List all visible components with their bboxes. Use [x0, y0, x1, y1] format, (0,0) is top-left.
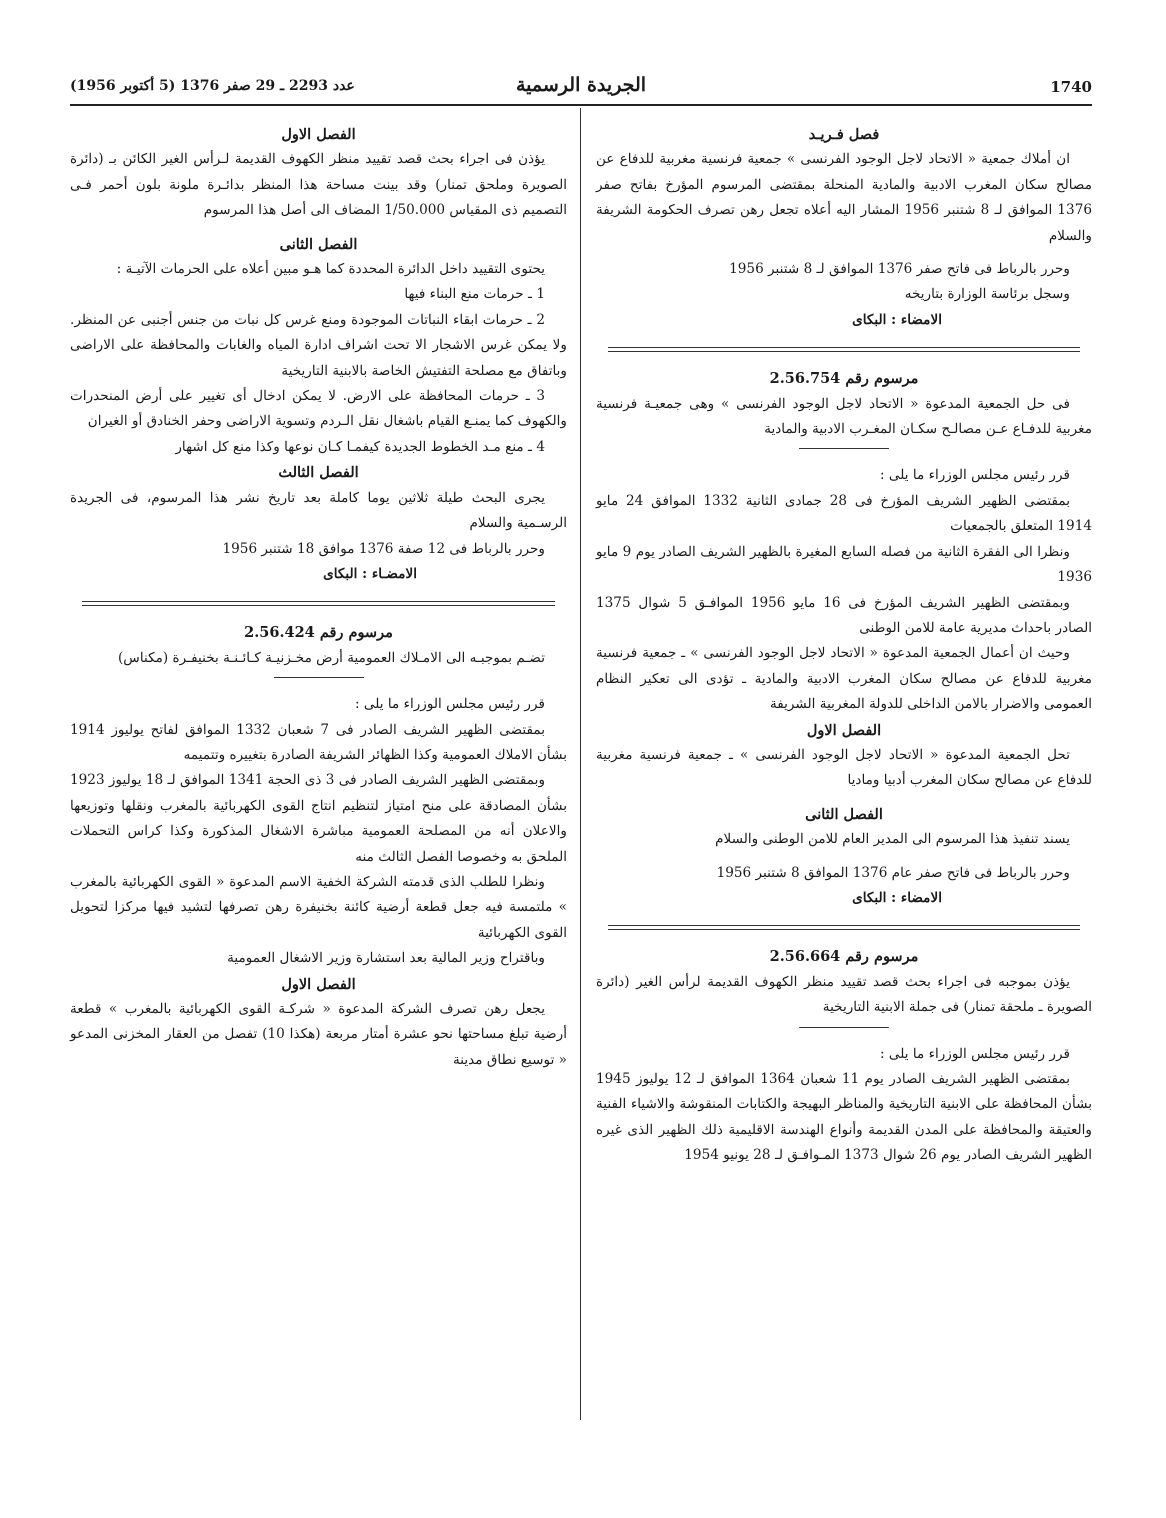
recital: وباقتراح وزير المالية بعد استشارة وزير الاشغال العمومية — [227, 950, 545, 967]
signature: الامضاء : البكاى — [852, 311, 942, 328]
signing-place-date: وحرر بالرباط فى 12 صفة 1376 موافق 18 شتنبر 1956 — [222, 540, 545, 557]
short-separator — [799, 448, 889, 449]
recital: وحيث ان أعمال الجمعية المدعوة « الاتحاد لاجل الوجود الفرنسى » ـ جمعية فرنسية مغربية للدفاع عن مصالح سكان المغرب الادبية والمادية ـ تؤدى الى تعكير النظام العمومى والاضرار بالامن الداخلى للدولة المغربية الشريفة — [596, 645, 1092, 713]
article-text: ان أملاك جمعية « الاتحاد لاجل الوجود الفرنسى » جمعية فرنسية مغربية للدفاع عن مصالح سكان المغرب الادبية والمادية المنحلة بمقتضى المرسوم المؤرخ بفاتح صفر 1376 الموافق لـ 8 شتنبر 1956 المشار اليه أعلاه تجعل رهن تصرف الحكومة الشريفة والسلام — [596, 151, 1093, 244]
decree-title: مرسوم رقم 2.56.664 — [769, 948, 919, 966]
recital: وبمقتضى الظهير الشريف المؤرخ فى 16 مايو 1956 الموافـق 5 شوال 1375 الصادر باحداث مديرية عامة للامن الوطنى — [596, 594, 1092, 636]
article-text: يجعل رهن تصرف الشركة المدعوة « شركـة القوى الكهربائية بالمغرب » قطعة أرضية تبلغ مساحتها نحو عشرة أمتار مربعة (هكذا 10) تفصل من العقار المخزنى المدعو « توسيع نطاق مدينة — [70, 1001, 567, 1068]
article-text: يجرى البحث طيلة ثلاثين يوما كاملة بعد تاريخ نشر هذا المرسوم، فى الجريدة الرسـمية والسلام — [70, 489, 567, 532]
recital: بمقتضى الظهير الشريف الصادر يوم 11 شعبان 1364 الموافق لـ 12 يوليوز 1945 بشأن المحافظة على الابنية التاريخية والمناظر البهيجة والكتابات المنقوشة والاشياء الفنية والعتيقة والمحافظة على المدن القديمة وأنواع الهندسة الاقليمية ذلك الظهير الذى غيره الظهير الشريف الصادر يوم 26 شوال 1373 المـوافـق لـ 28 يونيو 1954 — [596, 1071, 1092, 1164]
recital: وبمقتضى الظهير الشريف الصادر فى 3 ذى الحجة 1341 الموافق لـ 18 يوليوز 1923 بشأن المصادقة على منح امتياز لتنظيم انتاج القوى الكهربائية بالمغرب ونقلها وتوزيعها والاعلان أنه من المصلحة العمومية مباشرة الاشغال المذكورة وكذا كراس التحملات الملحق به وخصوصا الفصل الثالث منه — [70, 772, 567, 865]
recital: بمقتضى الظهير الشريف الصادر فى 7 شعبان 1332 الموافق لفاتح يوليوز 1914 بشأن الاملاك العمومية وكذا الظهائر الشريفة الصادرة بتغييره وتتميمه — [70, 721, 567, 763]
article-heading: الفصل الاول — [281, 975, 356, 993]
signing-place-date: وحرر بالرباط فى فاتح صفر 1376 الموافق لـ 8 شتنبر 1956 — [729, 261, 1070, 278]
article-text: يؤذن فى اجراء بحث قصد تقييد منظر الكهوف القديمة لـرأس الغير الكائن بـ (دائرة الصويرة وملحق تمنار) وقد بينت مساحة هذا المنظر بدائـرة ملونة بلون أحمر فـى التصميم ذى المقياس 1/50.000 المضاف الى أصل هذا المرسوم — [70, 151, 567, 219]
section-separator — [608, 925, 1080, 930]
registration-note: وسجل برئاسة الوزارة بتاريخه — [904, 286, 1070, 303]
decree-intro: قرر رئيس مجلس الوزراء ما يلى : — [879, 467, 1070, 484]
decree-subject: يؤذن بموجبه فى اجراء بحث قصد تقييد منظر الكهوف القديمة لرأس الغير (دائرة الصويرة ـ ملحقة تمنار) فى جملة الابنية التاريخية — [596, 973, 1092, 1016]
short-separator — [274, 677, 364, 678]
article-text: تحل الجمعية المدعوة « الاتحاد لاجل الوجود الفرنسى » ـ جمعية فرنسية مغربية للدفاع عن مصالح سكان المغرب أدبيا وماديا — [596, 746, 1092, 789]
header-rule — [70, 104, 1092, 106]
issue-info: عدد 2293 ـ 29 صفر 1376 (5 أكتوبر 1956) — [70, 78, 355, 94]
article-heading: الفصل الثالث — [278, 464, 359, 482]
article-heading: الفصل الاول — [806, 721, 882, 739]
gazette-title: الجريدة الرسمية — [515, 74, 647, 96]
section-separator — [608, 347, 1080, 352]
article-heading: الفصل الاول — [281, 126, 356, 143]
left-column — [70, 122, 567, 1073]
article-heading: الفصل الثانى — [279, 235, 358, 253]
list-item: 1 ـ حرمات منع البناء فيها — [404, 286, 545, 303]
signature: الامضاء : البكاى — [852, 889, 942, 906]
right-column — [596, 122, 1092, 1169]
recital: ونظرا الى الفقرة الثانية من فصله السابع المغيرة بالظهير الشريف الصادر يوم 9 مايو 1936 — [596, 543, 1092, 586]
decree-intro: قرر رئيس مجلس الوزراء ما يلى : — [354, 696, 545, 713]
article-text: يسند تنفيذ هذا المرسوم الى المدير العام للامن الوطنى والسلام — [715, 831, 1070, 848]
decree-title: مرسوم رقم 2.56.754 — [769, 370, 919, 388]
article-heading: الفصل الثانى — [805, 805, 883, 823]
section-separator — [82, 601, 555, 606]
section-heading: فصل فـريـد — [808, 126, 880, 143]
decree-subject: فى حل الجمعية المدعوة « الاتحاد لاجل الوجود الفرنسى » وهى جمعيـة فرنسية مغربية للدفـاع عـن مصالـح سكـان المغـرب الادبية والمادية — [596, 395, 1092, 438]
column-divider — [580, 108, 581, 1420]
recital: بمقتضى الظهير الشريف المؤرخ فى 28 جمادى الثانية 1332 الموافق 24 مايو 1914 المتعلق بالجمعيات — [596, 492, 1092, 535]
page-header — [70, 76, 1092, 102]
article-text: يحتوى التقييد داخل الدائرة المحددة كما هـو مبين أعلاه على الحرمات الآتيـة : — [116, 261, 545, 278]
list-item: 2 ـ حرمات ابقاء النباتات الموجودة ومنع غرس كل نبات من جنس أجنبى عن المنظر. ولا يمكن غرس الاشجار الا تحت اشراف ادارة المياه والغابات والمحافظة على الاراضى وباتفاق مع مصلحة التفتيش الخاصة بالابنية التاريخية — [70, 311, 567, 379]
list-item: 3 ـ حرمات المحافظة على الارض. لا يمكن ادخال أى تغيير على أرض المنحدرات والكهوف كما يمنـع القيام باشغال نقل الـردم وتسوية الاراضى وحفر الخنادق أو الغيران — [70, 388, 567, 430]
decree-subject: تضـم بموجبـه الى الامـلاك العمومية أرض مخـزنيـة كـائـنـة بخنيفـرة (مكناس) — [117, 649, 545, 666]
decree-intro: قرر رئيس مجلس الوزراء ما يلى : — [879, 1045, 1070, 1062]
page-number: 1740 — [1050, 78, 1092, 96]
decree-title: مرسوم رقم 2.56.424 — [244, 624, 393, 642]
recital: ونظرا للطلب الذى قدمته الشركة الخفية الاسم المدعوة « القوى الكهربائية بالمغرب » ملتمسة فيه جعل قطعة أرضية كائنة بخنيفرة رهن تصرفها لتشيد فيها مركزا لتحويل القوى الكهربائية — [70, 873, 567, 941]
list-item: 4 ـ منع مـد الخطوط الجديدة كيفمـا كـان نوعها وكذا منع كل اشهار — [175, 438, 545, 455]
signing-place-date: وحرر بالرباط فى فاتح صفر عام 1376 الموافق 8 شتنبر 1956 — [716, 864, 1070, 881]
signature: الامضـاء : البكاى — [323, 565, 417, 582]
short-separator — [799, 1027, 889, 1028]
